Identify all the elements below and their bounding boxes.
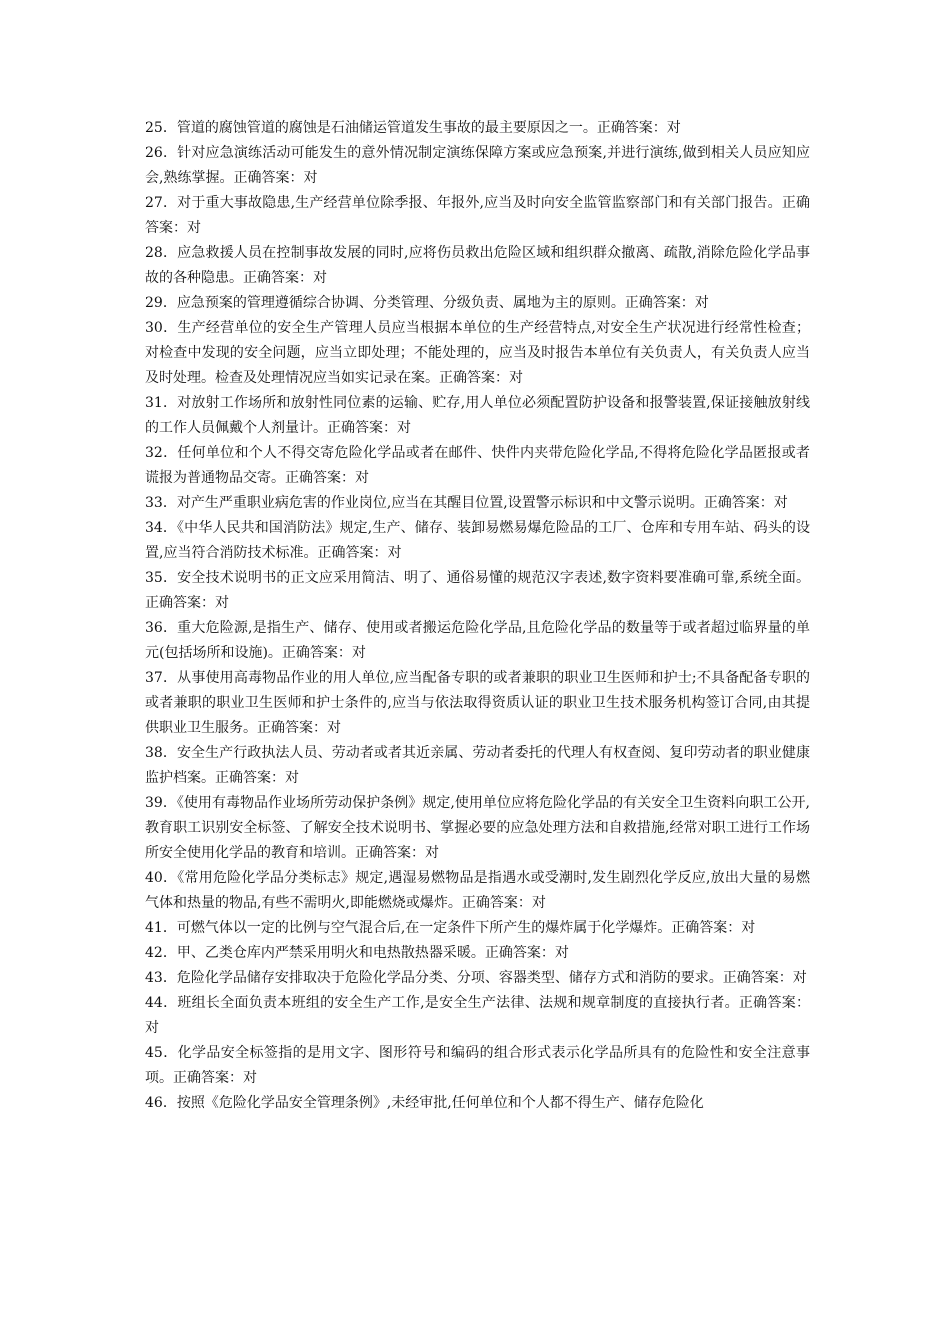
question-40: 40．《常用危险化学品分类标志》规定,遇湿易燃物品是指遇水或受潮时,发生剧烈化学反应,放出大量的易燃气体和热量的物品,有些不需明火,即能燃烧或爆炸。正确答案：对 <box>145 870 810 911</box>
document-body <box>145 116 810 1116</box>
question-32: 32．任何单位和个人不得交寄危险化学品或者在邮件、快件内夹带危险化学品,不得将危险化学品匿报或者谎报为普通物品交寄。正确答案：对 <box>145 445 810 486</box>
question-45: 45．化学品安全标签指的是用文字、图形符号和编码的组合形式表示化学品所具有的危险性和安全注意事项。正确答案：对 <box>145 1045 810 1086</box>
question-41: 41．可燃气体以一定的比例与空气混合后,在一定条件下所产生的爆炸属于化学爆炸。正确答案：对 <box>145 920 756 936</box>
question-29: 29．应急预案的管理遵循综合协调、分类管理、分级负责、属地为主的原则。正确答案：对 <box>145 295 709 311</box>
question-34: 34．《中华人民共和国消防法》规定,生产、储存、装卸易燃易爆危险品的工厂、仓库和专用车站、码头的设置,应当符合消防技术标准。正确答案：对 <box>145 520 810 561</box>
question-27: 27．对于重大事故隐患,生产经营单位除季报、年报外,应当及时向安全监管监察部门和有关部门报告。正确答案：对 <box>145 195 810 236</box>
question-28: 28．应急救援人员在控制事故发展的同时,应将伤员救出危险区域和组织群众撤离、疏散,消除危险化学品事故的各种隐患。正确答案：对 <box>145 245 810 286</box>
question-38: 38．安全生产行政执法人员、劳动者或者其近亲属、劳动者委托的代理人有权查阅、复印劳动者的职业健康监护档案。正确答案：对 <box>145 745 810 786</box>
question-36: 36．重大危险源,是指生产、储存、使用或者搬运危险化学品,且危险化学品的数量等于或者超过临界量的单元(包括场所和设施)。正确答案：对 <box>145 620 810 661</box>
question-37: 37．从事使用高毒物品作业的用人单位,应当配备专职的或者兼职的职业卫生医师和护士;不具备配备专职的或者兼职的职业卫生医师和护士条件的,应当与依法取得资质认证的职业卫生技术服务机构签订合同,由其提供职业卫生服务。正确答案：对 <box>145 670 810 736</box>
question-33: 33．对产生严重职业病危害的作业岗位,应当在其醒目位置,设置警示标识和中文警示说明。正确答案：对 <box>145 495 788 511</box>
question-30: 30．生产经营单位的安全生产管理人员应当根据本单位的生产经营特点,对安全生产状况进行经常性检查；对检查中发现的安全问题，应当立即处理；不能处理的，应当及时报告本单位有关负责人，有关负责人应当及时处理。检查及处理情况应当如实记录在案。正确答案：对 <box>145 320 810 386</box>
question-44: 44．班组长全面负责本班组的安全生产工作,是安全生产法律、法规和规章制度的直接执行者。正确答案：对 <box>145 995 810 1036</box>
question-43: 43．危险化学品储存安排取决于危险化学品分类、分项、容器类型、储存方式和消防的要求。正确答案：对 <box>145 970 807 986</box>
question-31: 31．对放射工作场所和放射性同位素的运输、贮存,用人单位必须配置防护设备和报警装置,保证接触放射线的工作人员佩戴个人剂量计。正确答案：对 <box>145 395 810 436</box>
question-25: 25．管道的腐蚀管道的腐蚀是石油储运管道发生事故的最主要原因之一。正确答案：对 <box>145 120 681 136</box>
question-35: 35．安全技术说明书的正文应采用简洁、明了、通俗易懂的规范汉字表述,数字资料要准确可靠,系统全面。正确答案：对 <box>145 570 810 611</box>
question-46: 46．按照《危险化学品安全管理条例》,未经审批,任何单位和个人都不得生产、储存危险化 <box>145 1095 704 1111</box>
question-39: 39．《使用有毒物品作业场所劳动保护条例》规定,使用单位应将危险化学品的有关安全卫生资料向职工公开,教育职工识别安全标签、了解安全技术说明书、掌握必要的应急处理方法和自救措施,经常对职工进行工作场所安全使用化学品的教育和培训。正确答案：对 <box>145 795 810 861</box>
question-42: 42．甲、乙类仓库内严禁采用明火和电热散热器采暖。正确答案：对 <box>145 945 569 961</box>
question-26: 26．针对应急演练活动可能发生的意外情况制定演练保障方案或应急预案,并进行演练,做到相关人员应知应会,熟练掌握。正确答案：对 <box>145 145 810 186</box>
